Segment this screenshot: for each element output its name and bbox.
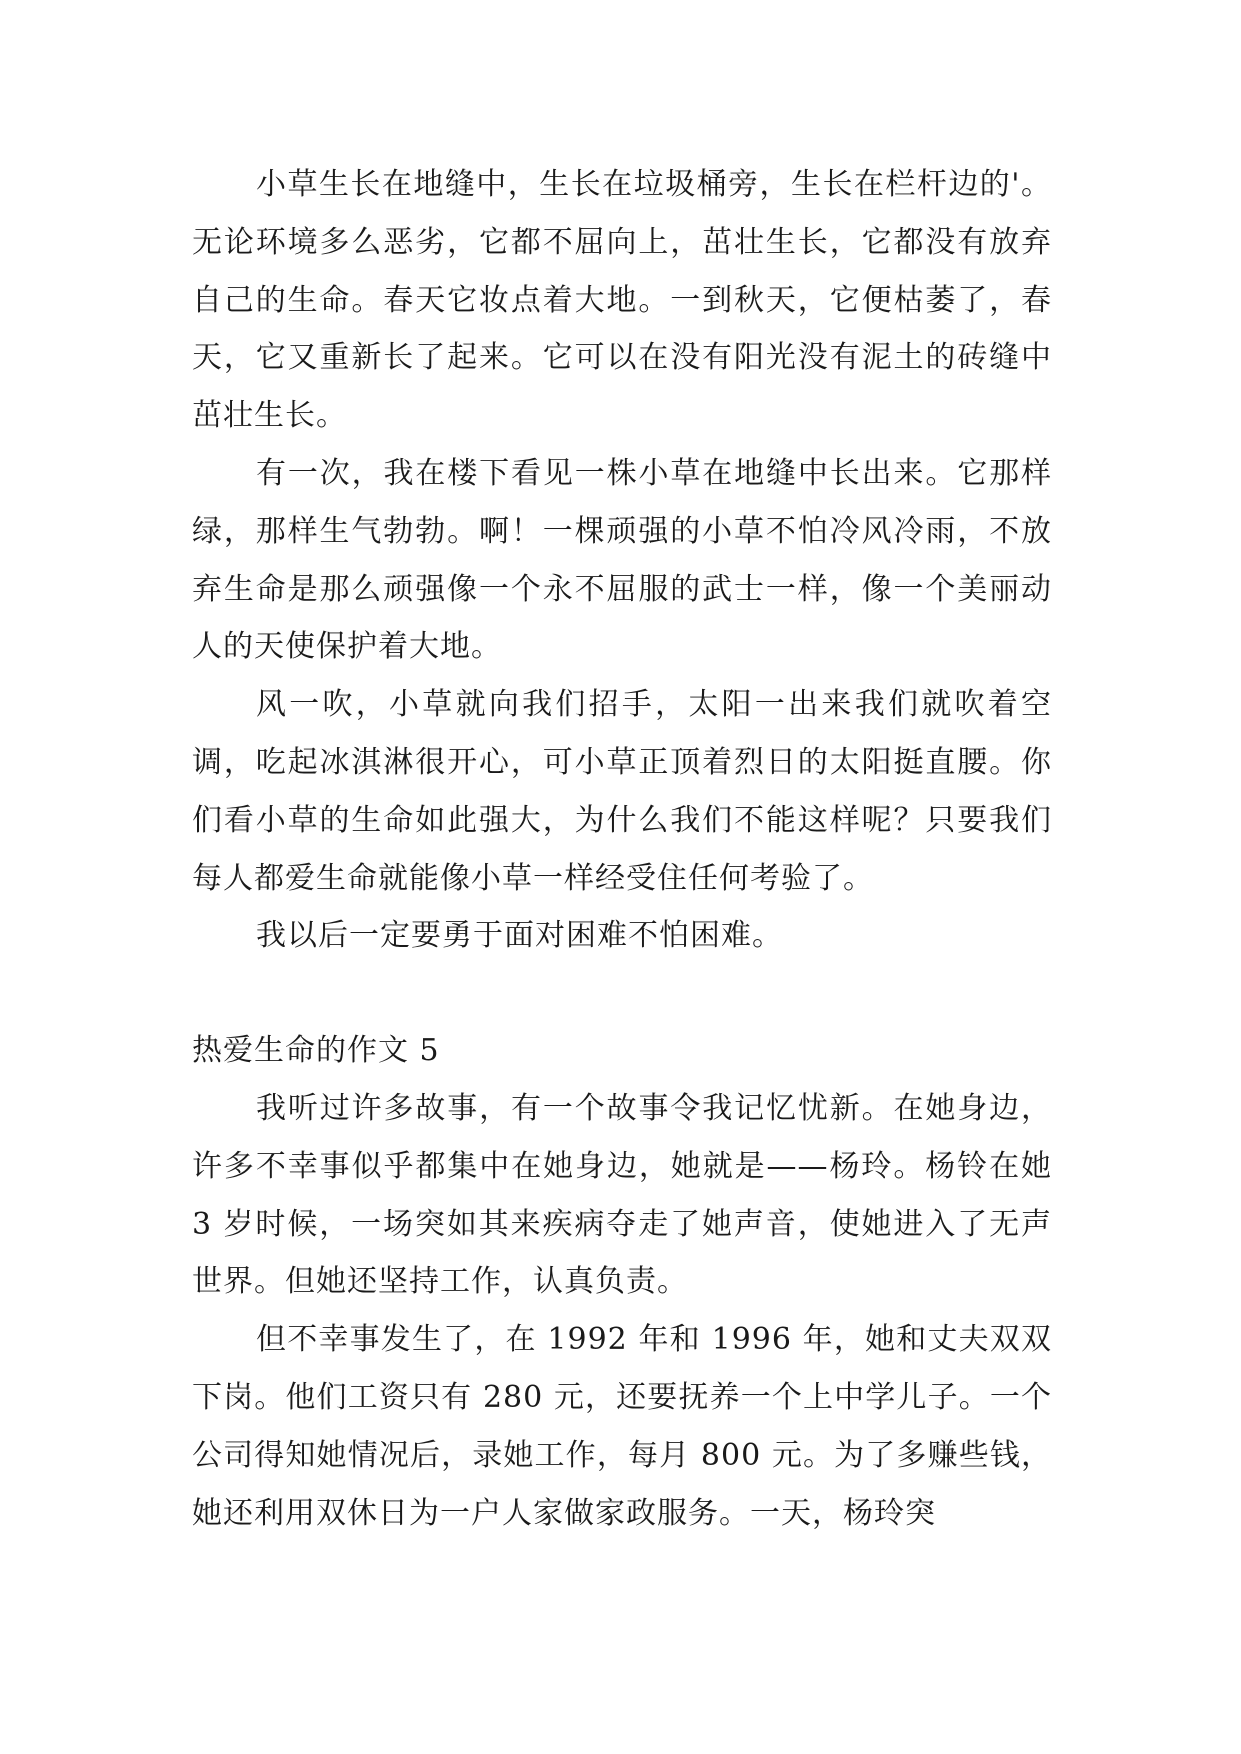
paragraph: 小草生长在地缝中，生长在垃圾桶旁，生长在栏杆边的'。无论环境多么恶劣，它都不屈向上，茁壮生长，它都没有放弃自己的生命。春天它妆点着大地。一到秋天，它便枯萎了，春天，它又重新长了起来。它可以在没有阳光没有泥土的砖缝中茁壮生长。 (192, 167, 1052, 434)
paragraph: 我听过许多故事，有一个故事令我记忆忧新。在她身边，许多不幸事似乎都集中在她身边，她就是——杨玲。杨铃在她 3 岁时候，一场突如其来疾病夺走了她声音，使她进入了无声世界。但她还坚持工作，认真负责。 (192, 1090, 1052, 1300)
paragraph: 风一吹，小草就向我们招手，太阳一出来我们就吹着空调，吃起冰淇淋很开心，可小草正顶着烈日的太阳挺直腰。你们看小草的生命如此强大，为什么我们不能这样呢？只要我们每人都爱生命就能像小草一样经受住任何考验了。 (192, 687, 1052, 896)
section-heading: 热爱生命的作文 5 (192, 1033, 440, 1069)
paragraph: 但不幸事发生了，在 1992 年和 1996 年，她和丈夫双双下岗。他们工资只有 280 元，还要抚养一个上中学儿子。一个公司得知她情况后，录她工作，每月 800 元。为了多赚些钱，她还利用双休日为一户人家做家政服务。一天，杨玲突 (192, 1322, 1052, 1531)
paragraph: 有一次，我在楼下看见一株小草在地缝中长出来。它那样绿，那样生气勃勃。啊！一棵顽强的小草不怕冷风冷雨，不放弃生命是那么顽强像一个永不屈服的武士一样，像一个美丽动人的天使保护着大地。 (192, 455, 1052, 665)
paragraph: 我以后一定要勇于面对困难不怕困难。 (256, 918, 783, 954)
document-body (192, 156, 1052, 1542)
